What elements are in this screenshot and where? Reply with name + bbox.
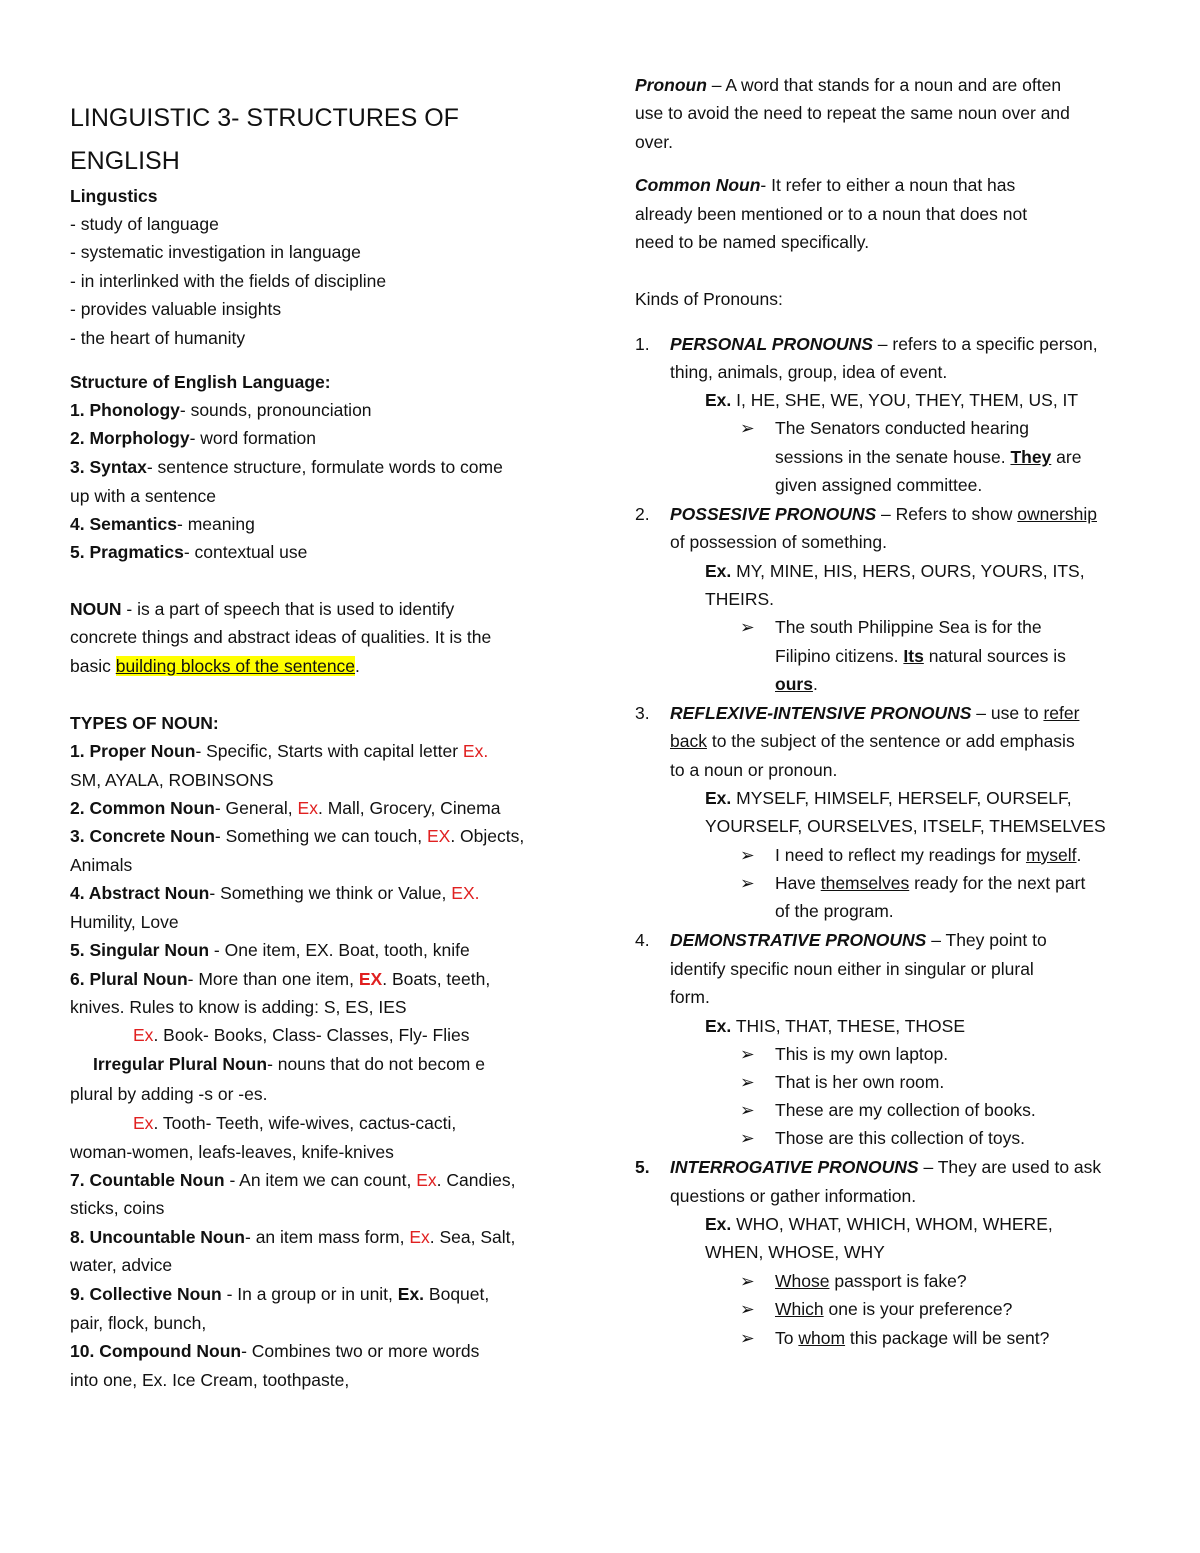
ling-item: - the heart of humanity	[70, 328, 246, 348]
example-sentence: ➢ That is her own room.	[740, 1072, 945, 1092]
example-sentence: ➢ Whose passport is fake?	[740, 1271, 967, 1291]
structure-item-cont: up with a sentence	[70, 486, 216, 506]
example-sentence: ➢ Those are this collection of toys.	[740, 1128, 1025, 1148]
pronoun-kind-cont: questions or gather information.	[670, 1186, 917, 1206]
common-noun-definition-cont: need to be named specifically.	[635, 232, 870, 252]
noun-type-cont: knives. Rules to know is adding: S, ES, IES	[70, 997, 407, 1017]
noun-type-cont: SM, AYALA, ROBINSONS	[70, 770, 274, 790]
common-noun-definition-cont: already been mentioned or to a noun that does not	[635, 204, 1028, 224]
noun-type-cont: Animals	[70, 855, 133, 875]
pronoun-kind: 4. DEMONSTRATIVE PRONOUNS – They point to	[635, 930, 1047, 950]
structure-item: 4. Semantics- meaning	[70, 514, 255, 534]
pronoun-examples: Ex. WHO, WHAT, WHICH, WHOM, WHERE,	[705, 1214, 1053, 1234]
noun-type-cont: water, advice	[70, 1255, 173, 1275]
example-sentence: ➢ To whom this package will be sent?	[740, 1328, 1050, 1348]
pronoun-examples: Ex. THIS, THAT, THESE, THOSE	[705, 1016, 965, 1036]
pronoun-examples-cont: YOURSELF, OURSELVES, ITSELF, THEMSELVES	[705, 816, 1106, 836]
noun-type-cont: pair, flock, bunch,	[70, 1313, 207, 1333]
noun-definition: NOUN - is a part of speech that is used to identify	[70, 599, 455, 619]
arrow-bullet-icon: ➢	[740, 1299, 755, 1319]
pronoun-definition: Pronoun – A word that stands for a noun and are often	[635, 75, 1062, 95]
example-sentence: ➢ The Senators conducted hearing	[740, 418, 1029, 438]
arrow-bullet-icon: ➢	[740, 845, 755, 865]
pronoun-kind-cont: form.	[670, 987, 710, 1007]
arrow-bullet-icon: ➢	[740, 1044, 755, 1064]
pronoun-kind-cont: of possession of something.	[670, 532, 887, 552]
noun-type: 5. Singular Noun - One item, EX. Boat, tooth, knife	[70, 940, 470, 960]
noun-type-cont: into one, Ex. Ice Cream, toothpaste,	[70, 1370, 350, 1390]
noun-type: 4. Abstract Noun- Something we think or Value, EX.	[70, 883, 480, 903]
arrow-bullet-icon: ➢	[740, 1271, 755, 1291]
pronoun-examples: Ex. MYSELF, HIMSELF, HERSELF, OURSELF,	[705, 788, 1072, 808]
pronoun-definition-cont: use to avoid the need to repeat the same noun over and	[635, 103, 1070, 123]
structure-item: 3. Syntax- sentence structure, formulate words to come	[70, 457, 503, 477]
example-sentence: ➢ This is my own laptop.	[740, 1044, 949, 1064]
noun-definition-cont: basic building blocks of the sentence.	[70, 656, 360, 676]
noun-type: 6. Plural Noun- More than one item, EX. Boats, teeth,	[70, 969, 491, 989]
irregular-plural-cont: plural by adding -s or -es.	[70, 1084, 268, 1104]
structure-item: 1. Phonology- sounds, pronounciation	[70, 400, 372, 420]
pronoun-kind-cont: to a noun or pronoun.	[670, 760, 838, 780]
example-sentence: ➢ The south Philippine Sea is for the	[740, 617, 1042, 637]
irregular-example-cont: woman-women, leafs-leaves, knife-knives	[70, 1142, 394, 1162]
pronoun-kind-cont: identify specific noun either in singular or plural	[670, 959, 1034, 979]
example-sentence-cont: given assigned committee.	[775, 475, 983, 495]
types-heading: TYPES OF NOUN:	[70, 713, 219, 733]
arrow-bullet-icon: ➢	[740, 617, 755, 637]
highlighted-text: building blocks of the sentence	[115, 656, 356, 676]
pronoun-definition-cont: over.	[635, 132, 673, 152]
example-sentence-cont: ours.	[775, 674, 818, 694]
arrow-bullet-icon: ➢	[740, 1072, 755, 1092]
arrow-bullet-icon: ➢	[740, 1128, 755, 1148]
linguistics-heading: Lingustics	[70, 186, 158, 206]
noun-type: 3. Concrete Noun- Something we can touch, EX. Objects,	[70, 826, 525, 846]
noun-type-cont: Humility, Love	[70, 912, 179, 932]
noun-type-cont: sticks, coins	[70, 1198, 165, 1218]
arrow-bullet-icon: ➢	[740, 1328, 755, 1348]
common-noun-definition: Common Noun- It refer to either a noun that has	[635, 175, 1016, 195]
example-sentence-cont: of the program.	[775, 901, 894, 921]
doc-title-line-1: LINGUISTIC 3- STRUCTURES OF	[70, 104, 459, 132]
pronoun-examples-cont: WHEN, WHOSE, WHY	[705, 1242, 885, 1262]
noun-type: 7. Countable Noun - An item we can count, Ex. Candies,	[70, 1170, 516, 1190]
noun-type: 9. Collective Noun - In a group or in unit, Ex. Boquet,	[70, 1284, 490, 1304]
ling-item: - provides valuable insights	[70, 299, 282, 319]
ling-item: - study of language	[70, 214, 219, 234]
example-sentence: ➢ Have themselves ready for the next part	[740, 873, 1086, 893]
structure-item: 2. Morphology- word formation	[70, 428, 317, 448]
structure-item: 5. Pragmatics- contextual use	[70, 542, 308, 562]
arrow-bullet-icon: ➢	[740, 1100, 755, 1120]
noun-type: 1. Proper Noun- Specific, Starts with capital letter Ex.	[70, 741, 489, 761]
example-sentence: ➢ Which one is your preference?	[740, 1299, 1013, 1319]
pronoun-kind: 2. POSSESIVE PRONOUNS – Refers to show ownership	[635, 504, 1097, 524]
example-sentence-cont: Filipino citizens. Its natural sources is	[775, 646, 1066, 666]
example-sentence-cont: sessions in the senate house. They are	[775, 447, 1082, 467]
doc-title-line-2: ENGLISH	[70, 147, 180, 175]
structure-heading: Structure of English Language:	[70, 372, 331, 392]
kinds-heading: Kinds of Pronouns:	[635, 289, 783, 309]
pronoun-examples: Ex. I, HE, SHE, WE, YOU, THEY, THEM, US, IT	[705, 390, 1079, 410]
arrow-bullet-icon: ➢	[740, 873, 755, 893]
noun-type: 8. Uncountable Noun- an item mass form, Ex. Sea, Salt,	[70, 1227, 516, 1247]
pronoun-kind: 1. PERSONAL PRONOUNS – refers to a specific person,	[635, 334, 1098, 354]
example-sentence: ➢ I need to reflect my readings for myself.	[740, 845, 1082, 865]
pronoun-kind: 5. INTERROGATIVE PRONOUNS – They are used to ask	[635, 1157, 1102, 1177]
irregular-plural: Irregular Plural Noun- nouns that do not becom e	[93, 1054, 485, 1074]
pronoun-kind-cont: back to the subject of the sentence or add emphasis	[670, 731, 1075, 751]
pronoun-examples: Ex. MY, MINE, HIS, HERS, OURS, YOURS, ITS,	[705, 561, 1085, 581]
ling-item: - systematic investigation in language	[70, 242, 361, 262]
noun-type: 2. Common Noun- General, Ex. Mall, Grocery, Cinema	[70, 798, 501, 818]
example-sentence: ➢ These are my collection of books.	[740, 1100, 1036, 1120]
noun-type: 10. Compound Noun- Combines two or more words	[70, 1341, 480, 1361]
plural-example: Ex. Book- Books, Class- Classes, Fly- Flies	[133, 1025, 470, 1045]
pronoun-kind-cont: thing, animals, group, idea of event.	[670, 362, 948, 382]
irregular-example: Ex. Tooth- Teeth, wife-wives, cactus-cacti,	[133, 1113, 457, 1133]
pronoun-kind: 3. REFLEXIVE-INTENSIVE PRONOUNS – use to refer	[635, 703, 1080, 723]
noun-definition-cont: concrete things and abstract ideas of qualities. It is the	[70, 627, 492, 647]
arrow-bullet-icon: ➢	[740, 418, 755, 438]
pronoun-examples-cont: THEIRS.	[705, 589, 775, 609]
ling-item: - in interlinked with the fields of discipline	[70, 271, 387, 291]
